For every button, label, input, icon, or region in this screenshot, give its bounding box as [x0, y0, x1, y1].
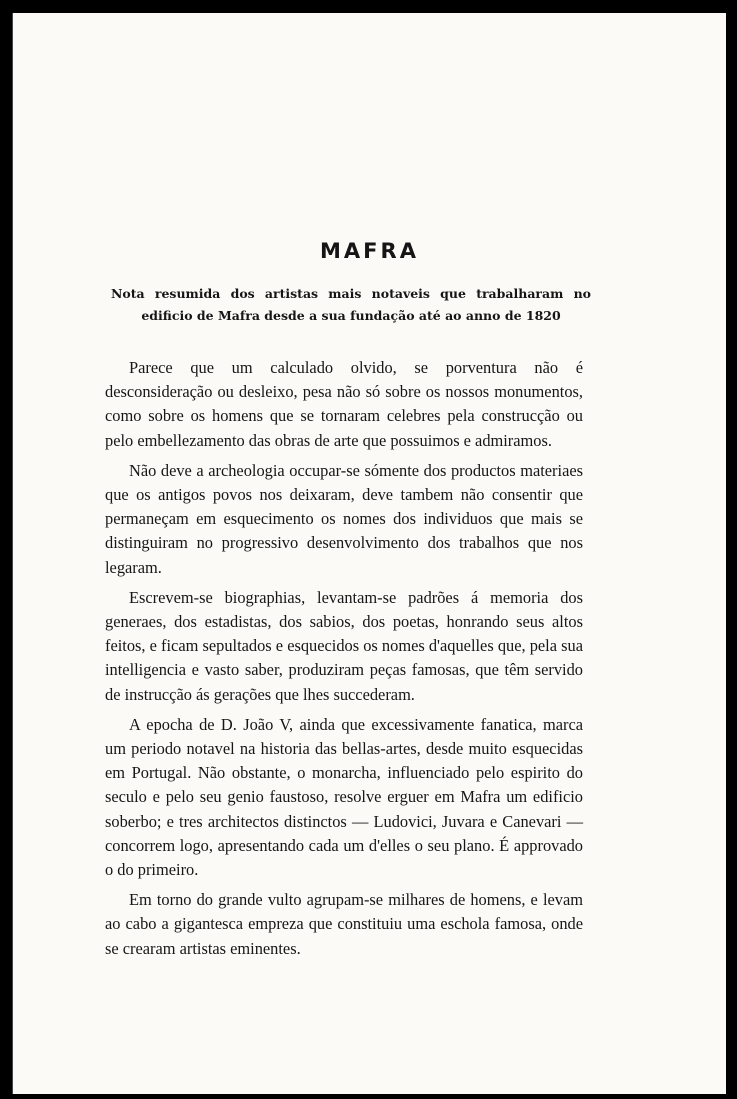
paragraph-3: Escrevem-se biographias, levantam-se padrões á memoria dos generaes, dos estadistas, dos sabios, dos poetas, honrando seus altos feitos, e ficam sepultados e esquecidos os nomes d'aquelles que, pela sua intelligencia e vasto saber, produziram peças famosas, que têm servido de instrucção ás gerações que lhes succederam.	[105, 587, 583, 704]
paragraph-5: Em torno do grande vulto agrupam-se milhares de homens, e levam ao cabo a gigantesca empreza que constituiu uma eschola famosa, onde se crearam artistas eminentes.	[105, 890, 583, 958]
page-title: MAFRA	[320, 239, 419, 263]
body-text	[105, 356, 583, 961]
paragraph-1: Parece que um calculado olvido, se porventura não é desconsideração ou desleixo, pesa não só sobre os nossos monumentos, como sobre os homens que se tornaram celebres pela construcção ou pelo embellezamento das obras de arte que possuimos e admiramos.	[105, 358, 583, 450]
page-subtitle: Nota resumida dos artistas mais notaveis que trabalharam no edificio de Mafra desde a sua fundação até ao anno de 1820	[111, 286, 591, 323]
paragraph-4: A epocha de D. João V, ainda que excessivamente fanatica, marca um periodo notavel na historia das bellas-artes, desde muito esquecidas em Portugal. Não obstante, o monarcha, influenciado pelo espirito do seculo e pelo seu genio faustoso, resolve erguer em Mafra um edificio soberbo; e tres architectos distinctos — Ludovici, Juvara e Canevari — concorrem logo, apresentando cada um d'elles o seu plano. É approvado o do primeiro.	[105, 714, 583, 880]
paragraph-2: Não deve a archeologia occupar-se sómente dos productos materiaes que os antigos povos nos deixaram, deve tambem não consentir que permaneçam em esquecimento os nomes dos individuos que mais se distinguiram no progressivo desenvolvimento dos trabalhos que nos legaram.	[105, 460, 583, 577]
document-page	[12, 13, 726, 1094]
